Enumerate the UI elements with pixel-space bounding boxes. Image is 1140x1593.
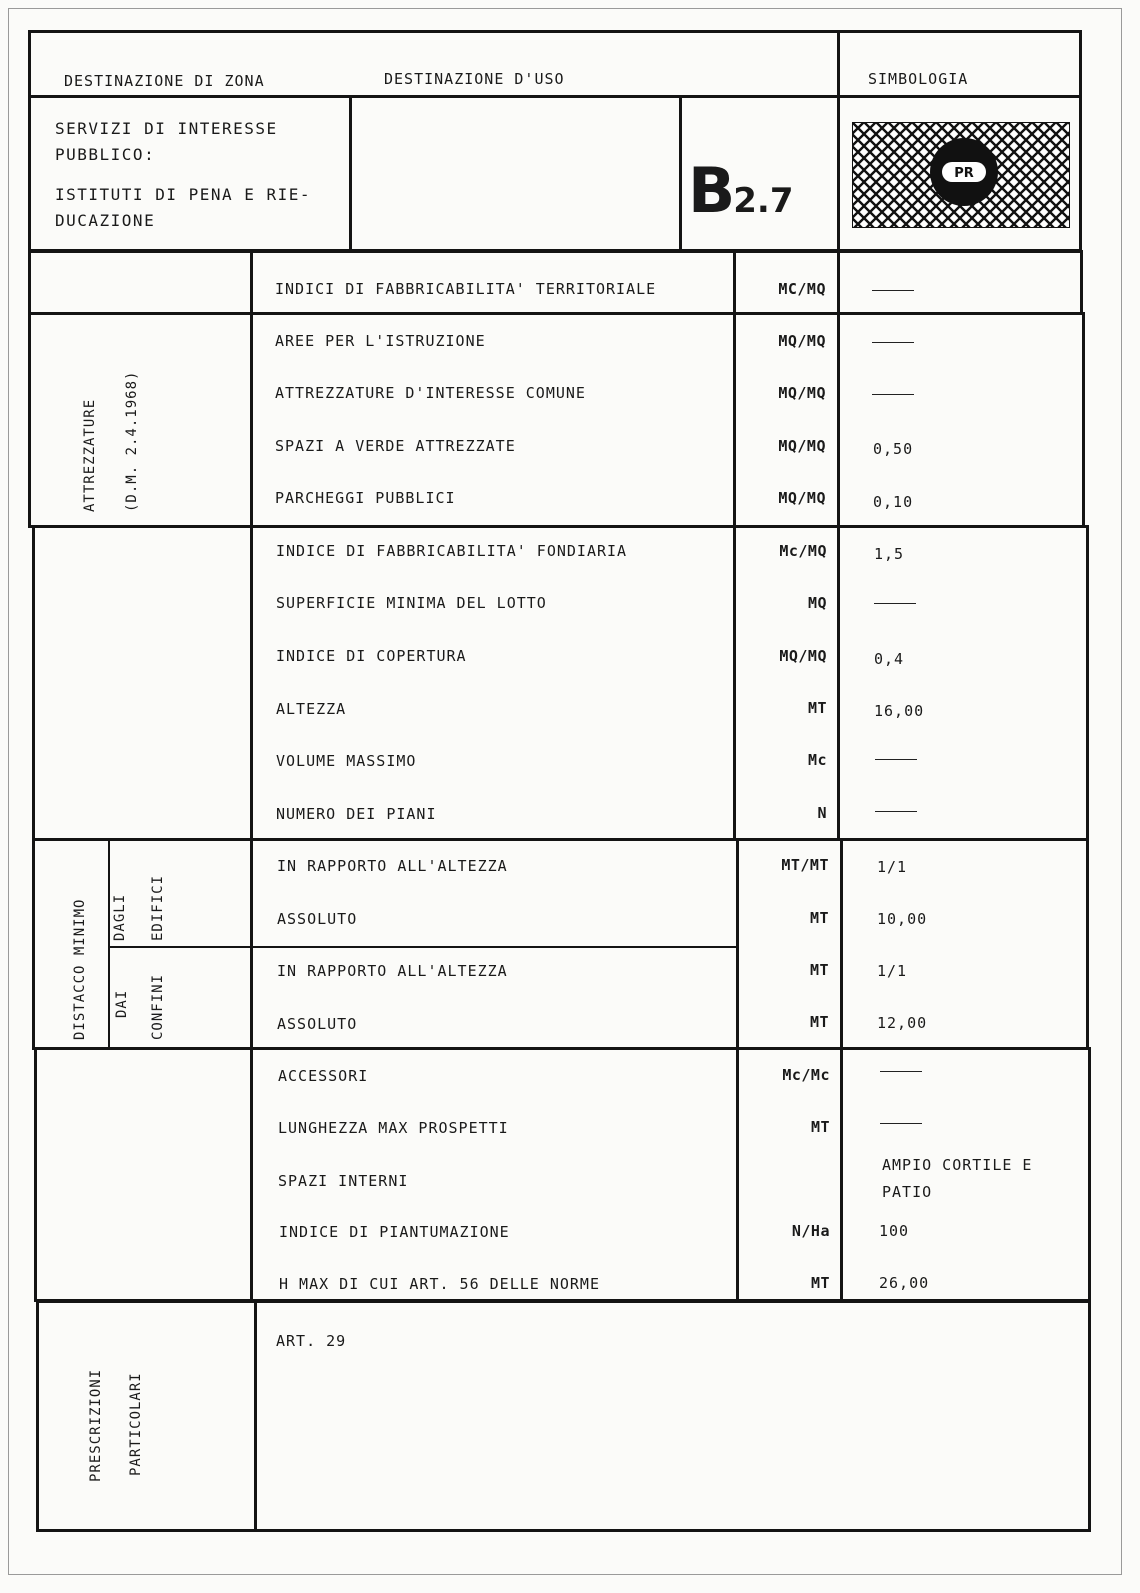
distacco-subrule bbox=[108, 946, 738, 948]
row-value: 1/1 bbox=[877, 858, 908, 876]
dai-confini-label: CONFINI bbox=[150, 973, 166, 1040]
row-unit: MQ/MQ bbox=[778, 384, 826, 402]
prescrizioni-section-label: PARTICOLARI bbox=[128, 1372, 144, 1476]
symbol-label: PR bbox=[954, 166, 974, 181]
spazi-interni-value-line: AMPIO CORTILE E bbox=[882, 1156, 1033, 1174]
row-unit: MT bbox=[809, 1013, 829, 1031]
dagli-edifici-label: EDIFICI bbox=[150, 874, 166, 941]
value-column-divider bbox=[840, 838, 843, 1302]
row-unit: N bbox=[817, 804, 827, 822]
zone-description-line: ISTITUTI DI PENA E RIE- bbox=[55, 185, 312, 204]
row-label: NUMERO DEI PIANI bbox=[276, 805, 437, 823]
attrezzature-box bbox=[28, 312, 1085, 528]
crosshatch-symbol bbox=[852, 122, 1070, 228]
empty-value-dash bbox=[872, 342, 914, 343]
row-value: 0,10 bbox=[873, 493, 914, 511]
zone-description-line: DUCAZIONE bbox=[55, 211, 156, 230]
empty-value-dash bbox=[875, 811, 917, 812]
row-value: 1,5 bbox=[874, 545, 905, 563]
destinazione-zona-heading: DESTINAZIONE DI ZONA bbox=[64, 72, 265, 90]
zone-code-letter: B bbox=[688, 154, 734, 227]
unit-column-divider bbox=[736, 838, 739, 1302]
row-label: SUPERFICIE MINIMA DEL LOTTO bbox=[276, 594, 547, 612]
header-divider bbox=[679, 95, 682, 252]
label-column-divider bbox=[250, 250, 253, 1300]
destinazione-uso-heading: DESTINAZIONE D'USO bbox=[384, 70, 565, 88]
header-divider bbox=[837, 30, 840, 252]
prescrizioni-box bbox=[36, 1300, 1091, 1532]
value-column-divider bbox=[837, 250, 840, 840]
row-unit: MQ/MQ bbox=[778, 489, 826, 507]
row-unit: MT bbox=[809, 961, 829, 979]
row-label: ACCESSORI bbox=[278, 1067, 369, 1085]
row-label: ASSOLUTO bbox=[277, 1015, 358, 1033]
zone-code-number: 2.7 bbox=[733, 181, 794, 221]
row-value: 0,4 bbox=[874, 650, 905, 668]
dai-confini-label: DAI bbox=[114, 989, 130, 1018]
distacco-box bbox=[32, 838, 1089, 1050]
row-unit: MC/MQ bbox=[778, 280, 826, 298]
row-unit: Mc bbox=[807, 751, 827, 769]
label-column-divider bbox=[254, 1300, 257, 1532]
empty-value-dash bbox=[880, 1123, 922, 1124]
row-label: SPAZI INTERNI bbox=[278, 1172, 409, 1190]
simbologia-heading: SIMBOLOGIA bbox=[868, 70, 969, 88]
row-label: LUNGHEZZA MAX PROSPETTI bbox=[278, 1119, 509, 1137]
header-rule bbox=[28, 95, 1082, 98]
row-label: H MAX DI CUI ART. 56 DELLE NORME bbox=[279, 1275, 600, 1293]
row-label: INDICE DI FABBRICABILITA' FONDIARIA bbox=[276, 542, 628, 560]
row-label: ASSOLUTO bbox=[277, 910, 358, 928]
row-value: 26,00 bbox=[879, 1274, 930, 1292]
zone-description-line: SERVIZI DI INTERESSE bbox=[55, 119, 278, 138]
row-unit: MT bbox=[809, 909, 829, 927]
row-label: ALTEZZA bbox=[276, 700, 347, 718]
row-value: 100 bbox=[879, 1222, 910, 1240]
row-label: INDICI DI FABBRICABILITA' TERRITORIALE bbox=[275, 280, 657, 298]
row-unit: MQ/MQ bbox=[778, 437, 826, 455]
row-unit: MT bbox=[807, 699, 827, 717]
unit-column-divider bbox=[733, 250, 736, 840]
row-label: IN RAPPORTO ALL'ALTEZZA bbox=[277, 962, 508, 980]
attrezzature-section-sublabel: (D.M. 2.4.1968) bbox=[124, 370, 140, 512]
distacco-subdivider bbox=[108, 838, 110, 1048]
row-unit: MQ/MQ bbox=[778, 332, 826, 350]
row-unit: Mc/Mc bbox=[782, 1066, 830, 1084]
row-value: 0,50 bbox=[873, 440, 914, 458]
empty-value-dash bbox=[872, 290, 914, 291]
row-label: PARCHEGGI PUBBLICI bbox=[275, 489, 456, 507]
zone-description-line: PUBBLICO: bbox=[55, 145, 156, 164]
row-unit: MQ bbox=[807, 594, 827, 612]
prescrizioni-section-label: PRESCRIZIONI bbox=[88, 1368, 104, 1482]
row-label: IN RAPPORTO ALL'ALTEZZA bbox=[277, 857, 508, 875]
row-unit: Mc/MQ bbox=[779, 542, 827, 560]
row-label: SPAZI A VERDE ATTREZZATE bbox=[275, 437, 516, 455]
distacco-section-label: DISTACCO MINIMO bbox=[72, 898, 88, 1040]
header-divider bbox=[349, 95, 352, 252]
dagli-edifici-label: DAGLI bbox=[112, 893, 128, 941]
spazi-interni-value-line: PATIO bbox=[882, 1183, 933, 1201]
row-value: 16,00 bbox=[874, 702, 925, 720]
zone-code bbox=[688, 154, 794, 227]
row-label: AREE PER L'ISTRUZIONE bbox=[275, 332, 486, 350]
row-unit: MT bbox=[810, 1118, 830, 1136]
fondiaria-box bbox=[32, 525, 1089, 841]
empty-value-dash bbox=[880, 1071, 922, 1072]
row-value: 1/1 bbox=[877, 962, 908, 980]
row-label: INDICE DI COPERTURA bbox=[276, 647, 467, 665]
attrezzature-section-label: ATTREZZATURE bbox=[82, 398, 98, 512]
row-unit: MT bbox=[810, 1274, 830, 1292]
row-value: 12,00 bbox=[877, 1014, 928, 1032]
empty-value-dash bbox=[875, 759, 917, 760]
accessori-box bbox=[34, 1047, 1091, 1302]
row-value: 10,00 bbox=[877, 910, 928, 928]
row-unit: N/Ha bbox=[791, 1222, 830, 1240]
prescrizioni-text: ART. 29 bbox=[276, 1332, 347, 1350]
row-unit: MT/MT bbox=[781, 856, 829, 874]
row-unit: MQ/MQ bbox=[779, 647, 827, 665]
empty-value-dash bbox=[874, 603, 916, 604]
empty-value-dash bbox=[872, 394, 914, 395]
row-label: ATTREZZATURE D'INTERESSE COMUNE bbox=[275, 384, 586, 402]
row-label: VOLUME MASSIMO bbox=[276, 752, 417, 770]
row-label: INDICE DI PIANTUMAZIONE bbox=[279, 1223, 510, 1241]
